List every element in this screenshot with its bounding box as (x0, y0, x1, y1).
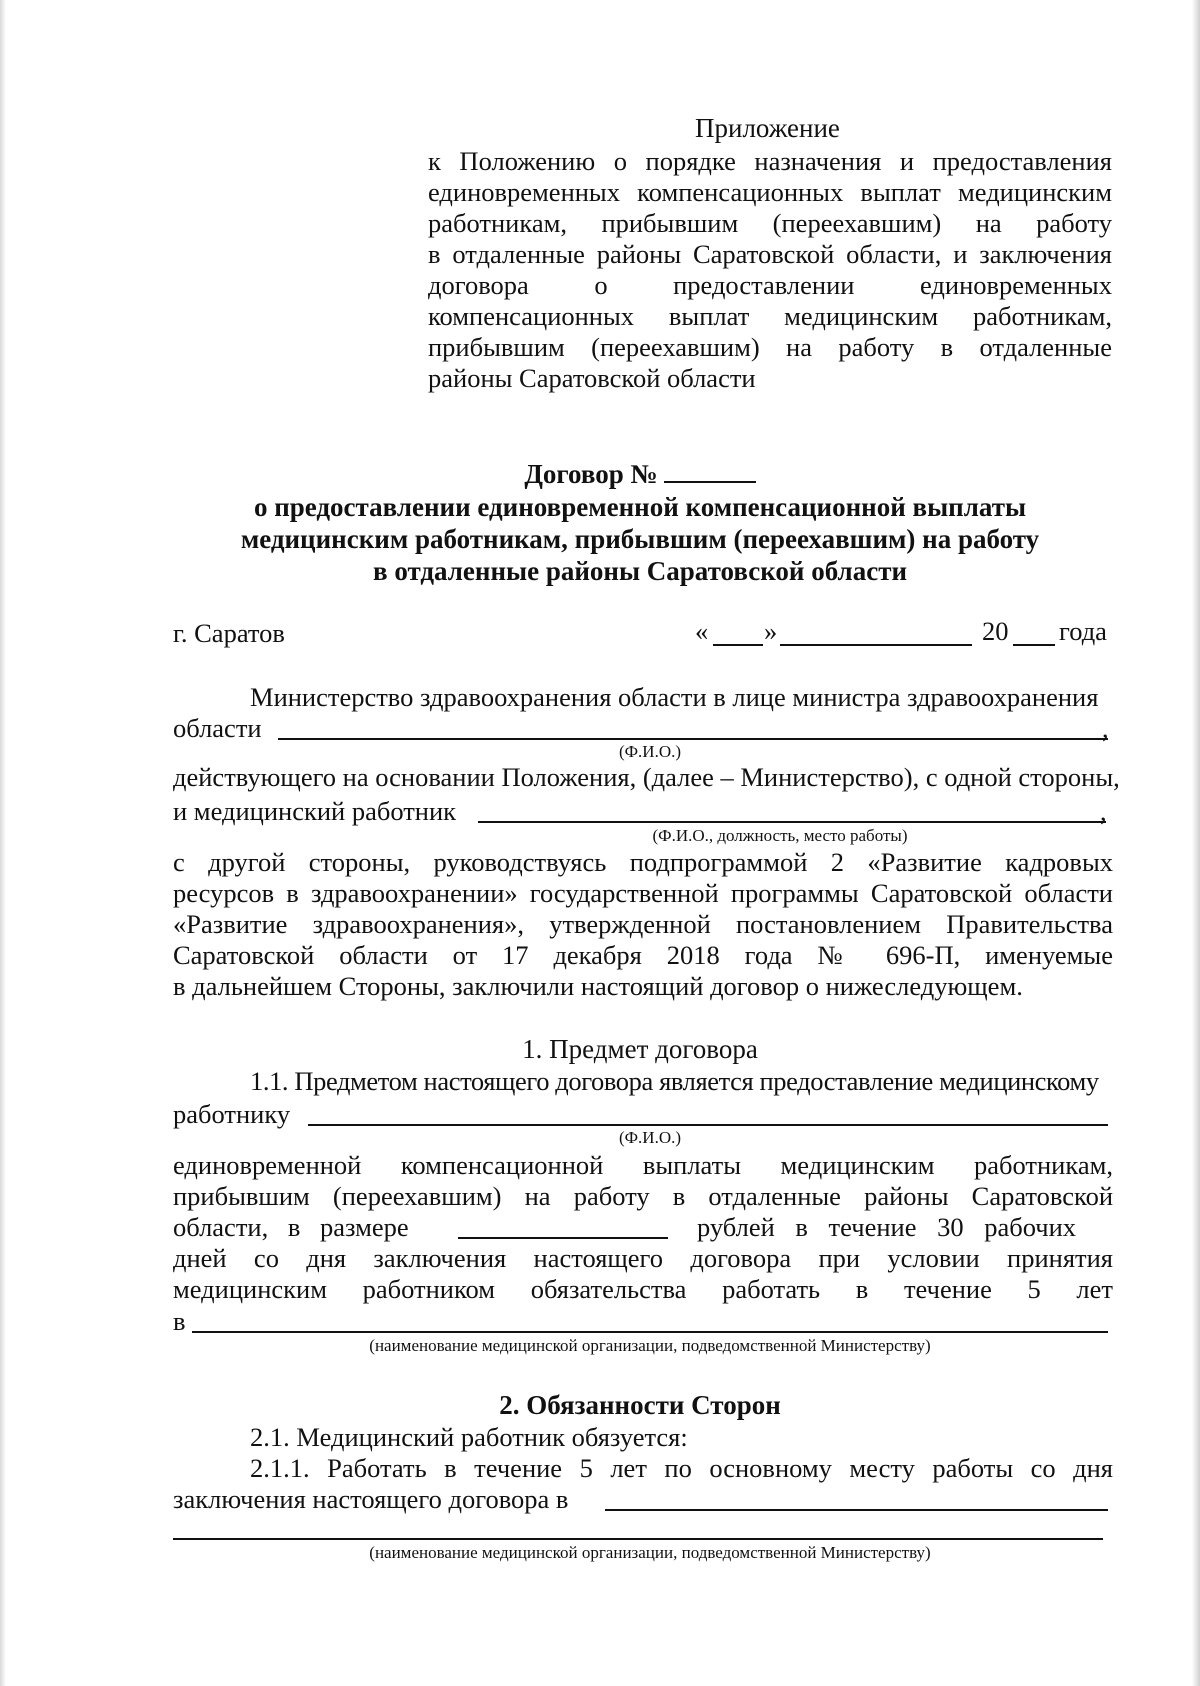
preamble-line: «Развитие здравоохранения», утвержденной постановлением Правительства (173, 909, 1113, 939)
section-1-amount-start: области, в размере (173, 1212, 409, 1242)
date-year-prefix: 20 (982, 616, 1009, 646)
organization-blank-continued (173, 1538, 1103, 1540)
date-year-blank (1013, 644, 1055, 646)
date-month-blank (780, 644, 972, 646)
appendix-line: районы Саратовской области (428, 363, 756, 393)
caption-fio-position: (Ф.И.О., должность, место работы) (652, 826, 908, 845)
section-2-title: 2. Обязанности Сторон (499, 1390, 781, 1420)
appendix-line: работникам, прибывшим (переехавшим) на работу (428, 208, 1112, 238)
contract-number-blank (664, 459, 756, 483)
preamble-comma: , (1102, 713, 1109, 743)
preamble-line: в дальнейшем Стороны, заключили настоящий договор о нижеследующем. (173, 971, 1023, 1001)
appendix-line: договора о предоставлении единовременных (428, 270, 1112, 300)
date-open-quote: « (695, 616, 709, 646)
appendix-line: в отдаленные районы Саратовской области, и заключения (428, 239, 1112, 269)
minister-name-blank (278, 738, 1108, 740)
section-1-title: 1. Предмет договора (522, 1034, 758, 1064)
contract-number-label: Договор № (524, 459, 658, 489)
section-1-line-start: работнику (173, 1099, 291, 1129)
organization-blank (192, 1331, 1108, 1333)
scan-edge-left (0, 0, 6, 1686)
caption-fio: (Ф.И.О.) (618, 742, 682, 761)
section-1-amount-end: рублей в течение 30 рабочих (697, 1212, 1077, 1242)
organization-blank (605, 1509, 1108, 1511)
worker-name-blank (478, 821, 1106, 823)
section-1-line: дней со дня заключения настоящего договора при условии принятия (173, 1243, 1113, 1273)
section-1-line: прибывшим (переехавшим) на работу в отдаленные районы Саратовской (173, 1181, 1113, 1211)
appendix-line: к Положению о порядке назначения и предоставления (428, 146, 1112, 176)
appendix-title: Приложение (695, 113, 840, 143)
contract-city: г. Саратов (173, 618, 285, 648)
preamble-line-start: области (173, 713, 262, 743)
date-close-quote: » (764, 616, 778, 646)
appendix-body (428, 146, 1112, 394)
date-day-blank (713, 644, 763, 646)
section-1-last-start: в (173, 1306, 186, 1336)
preamble-comma: , (1100, 796, 1107, 826)
caption-fio: (Ф.И.О.) (618, 1128, 682, 1147)
contract-title-line: в отдаленные районы Саратовской области (372, 556, 908, 586)
date-year-suffix: года (1059, 616, 1107, 646)
appendix-line: единовременных компенсационных выплат медицинским (428, 177, 1112, 207)
section-1-line: единовременной компенсационной выплаты медицинским работникам, (173, 1150, 1113, 1180)
section-1-paragraph: 1.1. Предметом настоящего договора является предоставление медицинскому (250, 1066, 1099, 1096)
preamble-line: ресурсов в здравоохранении» государственной программы Саратовской области (173, 878, 1113, 908)
section-1-line: медицинским работником обязательства работать в течение 5 лет (173, 1274, 1113, 1304)
contract-number-heading (170, 458, 1110, 490)
caption-organization: (наименование медицинской организации, подведомственной Министерству) (369, 1336, 931, 1355)
scan-edge-right (1192, 0, 1200, 1686)
section-2-line-start: заключения настоящего договора в (173, 1484, 569, 1514)
section-2-paragraph: 2.1. Медицинский работник обязуется: (250, 1422, 688, 1452)
caption-organization: (наименование медицинской организации, подведомственной Министерству) (369, 1543, 931, 1562)
preamble-line-start: и медицинский работник (173, 796, 457, 826)
contract-title-line: медицинским работникам, прибывшим (переехавшим) на работу (240, 524, 1040, 554)
section-2-paragraph: 2.1.1. Работать в течение 5 лет по основному месту работы со дня (250, 1453, 1113, 1483)
recipient-name-blank (308, 1124, 1108, 1126)
preamble-line: Саратовской области от 17 декабря 2018 года № 696-П, именуемые (173, 940, 1113, 970)
preamble-line: действующего на основании Положения, (далее – Министерство), с одной стороны, (173, 762, 1120, 792)
preamble-line: Министерство здравоохранения области в лице министра здравоохранения (250, 682, 1099, 712)
amount-blank (458, 1237, 668, 1239)
preamble-line: с другой стороны, руководствуясь подпрограммой 2 «Развитие кадровых (173, 847, 1113, 877)
appendix-line: компенсационных выплат медицинским работникам, (428, 301, 1112, 331)
contract-title-line: о предоставлении единовременной компенсационной выплаты (253, 492, 1027, 522)
appendix-line: прибывшим (переехавшим) на работу в отдаленные (428, 332, 1112, 362)
